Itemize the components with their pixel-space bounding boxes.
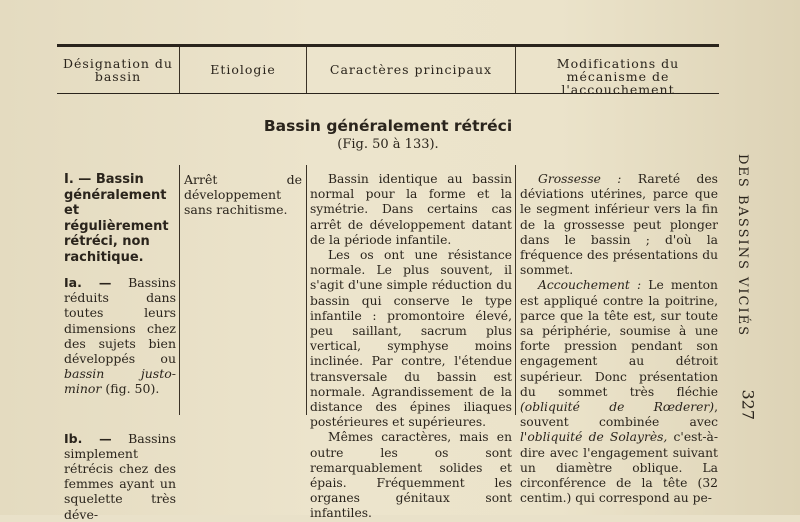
section-title: Bassin généralement rétréci [263, 117, 513, 135]
header-designation: Désignation du bassin [63, 56, 173, 84]
entry-1a: Ia. — Bassins réduits dans toutes leurs dimensions chez des sujets bien développés ou bassin justo-minor (fig. 50). [64, 275, 176, 397]
running-head: DES BASSINS VICIÉS [735, 154, 750, 338]
body-divider-3 [515, 165, 516, 415]
header-modifications: Modifications du mécanisme de l'accouchement [556, 56, 680, 97]
header-divider-3 [515, 47, 516, 93]
etiologie-column [184, 172, 302, 218]
body-divider-1 [179, 165, 180, 415]
etiologie-text: Arrêt de développement sans rachitisme. [184, 172, 302, 218]
body-divider-2 [306, 165, 307, 415]
accouchement-paragraph: Accouchement : Le menton est appliqué contre la poitrine, parce que la tête est, sur toute sa périphérie, soumise à une forte pression pendant son engagement au détroit supérieur. Donc présentation du sommet très fléchie (obliquité de Rœderer), souvent combinée avec l'obliquité de Solayrès, c'est-à-dire avec l'engagement suivant un diamètre oblique. La circonférence de la tête (32 centim.) qui correspond au pe- [520, 278, 718, 506]
designation-column [64, 172, 176, 522]
section-heading [57, 116, 719, 154]
page-number: 327 [738, 389, 758, 421]
section-figure-ref: (Fig. 50 à 133). [337, 137, 439, 152]
header-caracteres: Caractères principaux [329, 62, 493, 77]
modifications-column [520, 172, 718, 506]
header-divider-2 [306, 47, 307, 93]
caracteres-column [310, 172, 512, 522]
caracteres-p2: Les os ont une résistance normale. Le plus souvent, il s'agit d'une simple réduction du bassin qui conserve le type infantile : promontoire élevé, peu saillant, sacrum plus vertical, symphyse moins inclinée. Par contre, l'étendue transversale du bassin est normale. Agrandissement de la distance des épines iliaques postérieures et supérieures. [310, 248, 512, 430]
header-divider-1 [179, 47, 180, 93]
header-etiologie: Etiologie [210, 62, 276, 77]
caracteres-p3: Mêmes caractères, mais en outre les os sont remarquablement solides et épais. Fréquemment les organes génitaux sont infantiles. [310, 430, 512, 521]
grossesse-paragraph: Grossesse : Rareté des déviations utérines, parce que le segment inférieur vers la fin de la grossesse peut plonger dans le bassin ; d'où la fréquence des présentations du sommet. [520, 172, 718, 278]
entry-1-title: I. — Bassin généralement et régulièrement rétréci, non rachitique. [64, 172, 169, 265]
caracteres-p1: Bassin identique au bassin normal pour la forme et la symétrie. Dans certains cas arrêt de développement datant de la période infantile. [310, 172, 512, 247]
entry-1b: Ib. — Bassins simplement rétrécis chez des femmes ayant un squelette très déve- [64, 430, 176, 522]
table-top-rule [57, 44, 719, 47]
